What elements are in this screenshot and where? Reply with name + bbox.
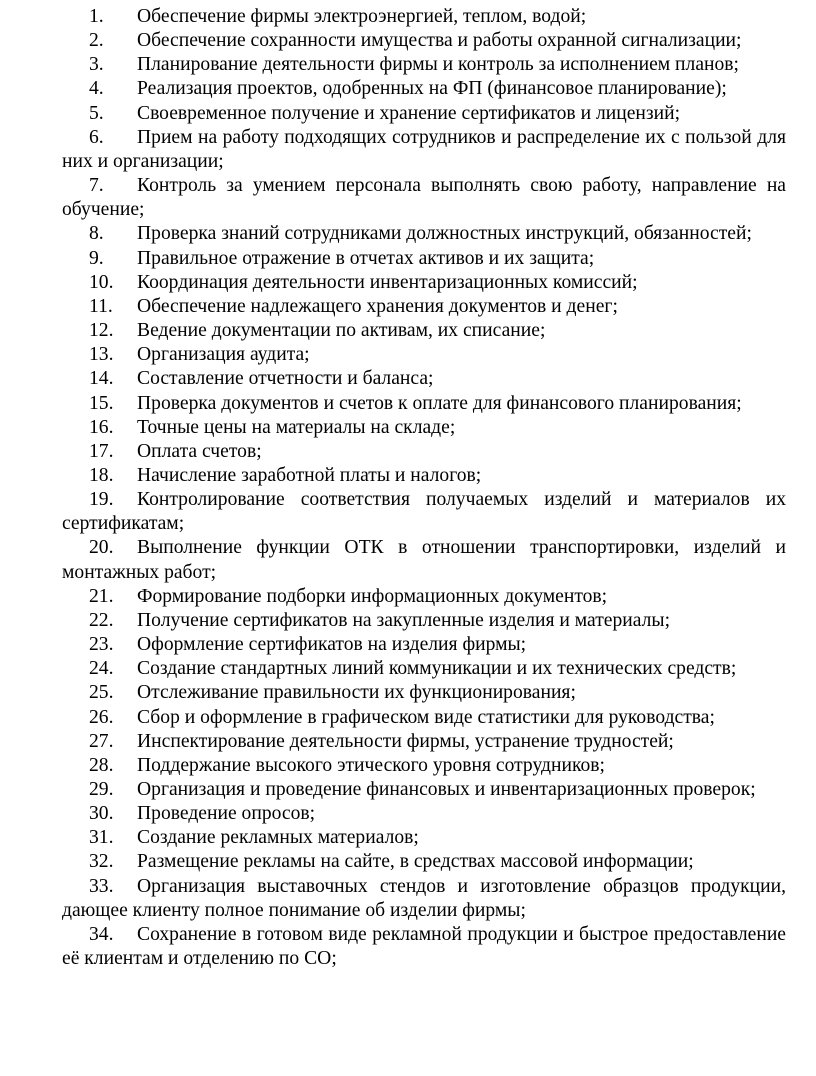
list-item <box>62 826 786 850</box>
item-number: 16. <box>89 416 114 438</box>
list-item <box>62 778 786 802</box>
item-text: Обеспечение надлежащего хранения документов и денег; <box>137 295 618 317</box>
item-text: Точные цены на материалы на складе; <box>137 416 456 438</box>
item-text: Создание рекламных материалов; <box>137 827 419 849</box>
item-text: Сохранение в готовом виде рекламной продукции и быстрое предоставление её клиентам и отделению по СО; <box>62 923 786 970</box>
item-number: 15. <box>89 392 114 414</box>
item-text: Проверка знаний сотрудниками должностных инструкций, обязанностей; <box>137 223 752 245</box>
list-item <box>62 126 786 174</box>
list-item <box>62 875 786 923</box>
item-number: 32. <box>89 851 114 873</box>
item-text: Получение сертификатов на закупленные изделия и материалы; <box>137 609 671 631</box>
item-text: Выполнение функции ОТК в отношении транспортировки, изделий и монтажных работ; <box>62 537 786 583</box>
list-item <box>62 440 786 464</box>
list-item <box>62 367 786 391</box>
item-number: 4. <box>89 78 104 100</box>
item-text: Обеспечение фирмы электроэнергией, теплом, водой; <box>137 6 587 27</box>
item-text: Контролирование соответствия получаемых изделий и материалов их сертификатам; <box>62 489 786 535</box>
item-number: 3. <box>89 54 104 76</box>
item-text: Правильное отражение в отчетах активов и их защита; <box>137 247 595 269</box>
list-item <box>62 730 786 754</box>
item-number: 25. <box>89 682 114 704</box>
list-item <box>62 802 786 826</box>
item-text: Размещение рекламы на сайте, в средствах массовой информации; <box>137 851 694 873</box>
item-number: 34. <box>89 923 114 945</box>
list-item <box>62 295 786 319</box>
item-number: 18. <box>89 464 114 486</box>
item-number: 28. <box>89 754 114 776</box>
list-item <box>62 536 786 584</box>
item-text: Координация деятельности инвентаризационных комиссий; <box>137 271 638 293</box>
list-item <box>62 343 786 367</box>
item-number: 29. <box>89 779 114 800</box>
item-text: Оплата счетов; <box>137 440 262 462</box>
item-text: Начисление заработной платы и налогов; <box>137 464 482 486</box>
item-number: 6. <box>89 126 104 148</box>
item-number: 5. <box>89 102 104 124</box>
item-number: 14. <box>89 368 114 390</box>
item-number: 2. <box>89 30 104 52</box>
list-item <box>62 754 786 778</box>
item-text: Прием на работу подходящих сотрудников и распределение их с пользой для них и организации; <box>62 126 786 172</box>
item-text: Своевременное получение и хранение сертификатов и лицензий; <box>137 102 681 124</box>
item-number: 10. <box>89 271 114 293</box>
item-number: 21. <box>89 585 114 607</box>
list-item <box>62 53 786 77</box>
list-item <box>62 609 786 633</box>
list-item <box>62 923 786 971</box>
item-number: 17. <box>89 440 114 462</box>
list-item <box>62 706 786 730</box>
item-number: 8. <box>89 223 104 245</box>
list-item <box>62 247 786 271</box>
list-item <box>62 633 786 657</box>
list-item <box>62 850 786 874</box>
item-number: 27. <box>89 730 114 752</box>
list-item <box>62 319 786 343</box>
item-text: Организация и проведение финансовых и инвентаризационных проверок; <box>137 779 756 800</box>
item-number: 11. <box>89 295 113 317</box>
item-text: Ведение документации по активам, их списание; <box>137 320 546 342</box>
list-item <box>62 29 786 53</box>
item-text: Формирование подборки информационных документов; <box>137 585 608 607</box>
item-text: Организация выставочных стендов и изготовление образцов продукции, дающее клиенту полное понимание об изделии фирмы; <box>62 875 786 921</box>
item-text: Оформление сертификатов на изделия фирмы; <box>137 634 527 656</box>
item-text: Сбор и оформление в графическом виде статистики для руководства; <box>137 706 715 728</box>
list-item <box>62 585 786 609</box>
item-number: 24. <box>89 658 114 680</box>
item-text: Инспектирование деятельности фирмы, устранение трудностей; <box>137 730 674 752</box>
item-number: 33. <box>89 875 114 897</box>
list-item <box>62 102 786 126</box>
item-number: 7. <box>89 175 104 197</box>
item-text: Проведение опросов; <box>137 803 316 825</box>
item-number: 1. <box>89 6 104 27</box>
item-text: Контроль за умением персонала выполнять свою работу, направление на обучение; <box>62 175 786 221</box>
item-number: 26. <box>89 706 114 728</box>
item-text: Отслеживание правильности их функционирования; <box>137 682 576 704</box>
list-item <box>62 681 786 705</box>
document-page <box>62 5 786 971</box>
item-text: Реализация проектов, одобренных на ФП (финансовое планирование); <box>137 78 727 100</box>
item-text: Создание стандартных линий коммуникации и их технических средств; <box>137 658 737 680</box>
item-text: Планирование деятельности фирмы и контроль за исполнением планов; <box>137 54 740 76</box>
item-number: 12. <box>89 320 114 342</box>
list-item <box>62 392 786 416</box>
list-item <box>62 464 786 488</box>
item-number: 9. <box>89 247 104 269</box>
item-text: Составление отчетности и баланса; <box>137 368 434 390</box>
item-number: 13. <box>89 344 114 366</box>
list-item <box>62 5 786 29</box>
list-item <box>62 416 786 440</box>
item-number: 22. <box>89 609 114 631</box>
item-text: Проверка документов и счетов к оплате для финансового планирования; <box>137 392 742 414</box>
item-number: 30. <box>89 803 114 825</box>
item-number: 23. <box>89 634 114 656</box>
item-number: 31. <box>89 827 114 849</box>
list-item <box>62 488 786 536</box>
list-item <box>62 271 786 295</box>
item-number: 19. <box>89 489 114 511</box>
item-text: Поддержание высокого этического уровня сотрудников; <box>137 754 605 776</box>
list-item <box>62 174 786 222</box>
list-item <box>62 77 786 101</box>
list-item <box>62 222 786 246</box>
item-text: Обеспечение сохранности имущества и работы охранной сигнализации; <box>137 30 742 52</box>
list-item <box>62 657 786 681</box>
item-number: 20. <box>89 537 114 559</box>
item-text: Организация аудита; <box>137 344 310 366</box>
